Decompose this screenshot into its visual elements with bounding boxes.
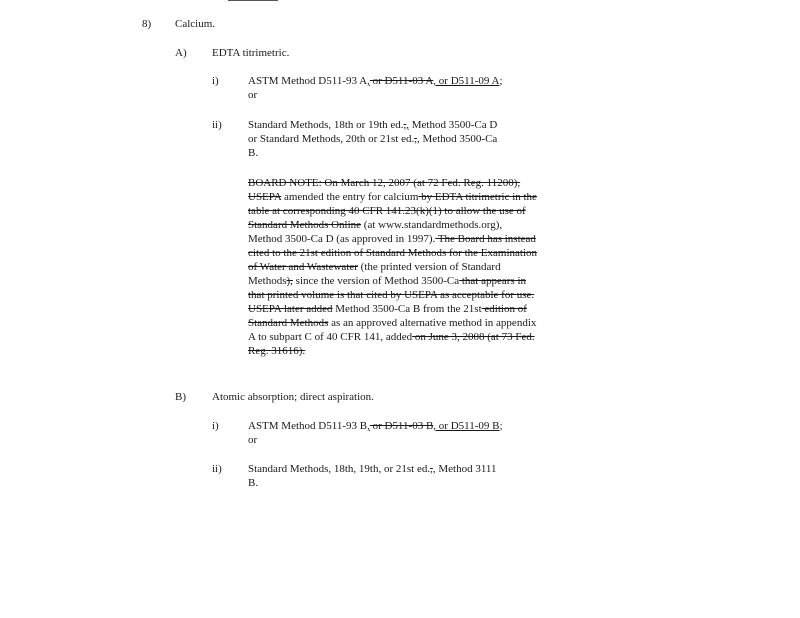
clause-text-a-i — [248, 74, 538, 102]
board-note-paragraph — [248, 176, 538, 358]
clause-label-a-ii: ii) — [212, 119, 222, 131]
struck-text: or D511-03 A — [369, 75, 434, 87]
struck-text: BOARD NOTE: On March 12, 2007 (at 72 Fed. Reg. 11200), USEPA — [248, 177, 521, 203]
inserted-text: , or D511-09 B — [433, 420, 500, 432]
subitem-label-a: A) — [175, 47, 187, 59]
struck-text: edition of Standard Methods — [248, 303, 527, 329]
subitem-title-edta: EDTA titrimetric. — [212, 47, 290, 59]
subitem-title-atomic-absorption: Atomic absorption; direct aspiration. — [212, 391, 374, 403]
method-text: Method 3500-Ca D — [409, 119, 498, 131]
note-text: Method 3500-Ca B from the 21st — [332, 303, 482, 315]
standard-methods-text: Standard Methods, 18th or 19th ed. — [248, 119, 404, 131]
inserted-comma: , — [367, 75, 370, 87]
subitem-label-b: B) — [175, 391, 186, 403]
board-note — [248, 176, 538, 358]
note-text: amended the entry for calcium — [281, 191, 419, 203]
note-text: since the version of Method 3500-Ca — [292, 275, 460, 287]
item-title-calcium: Calcium. — [175, 18, 216, 30]
top-rule — [228, 0, 278, 1]
item-number-8: 8) — [142, 18, 152, 30]
struck-text: The Board has instead cited to the 21st edition of Standard Methods for the Examination of Water and Wastewater — [248, 233, 537, 273]
struck-text: that appears in that printed volume is that cited by USEPA as acceptable for use. USEPA later added — [248, 275, 535, 315]
struck-text: ), — [286, 275, 293, 287]
clause-label-a-i: i) — [212, 75, 219, 87]
method-suffix: B. — [248, 477, 259, 489]
note-text: (the printed version of Standard Methods — [248, 261, 501, 287]
method-text: , Method 3111 — [432, 463, 497, 475]
struck-text: by EDTA titrimetric in the table at corresponding 40 CFR 141.23(k)(1) to allow the use of Standard Methods Online — [248, 191, 537, 231]
clause-label-b-ii: ii) — [212, 463, 222, 475]
inserted-comma: , — [367, 420, 370, 432]
standard-methods-text: Standard Methods, 18th, 19th, or 21st ed. — [248, 463, 431, 475]
method-suffix: B. — [248, 147, 259, 159]
struck-comma: , — [430, 463, 433, 475]
astm-method-a: ASTM Method D511-93 A — [248, 75, 368, 87]
conjunction-or: or — [248, 434, 258, 446]
struck-comma: , — [403, 119, 407, 131]
struck-text: on June 3, 2008 (at 73 Fed. Reg. 31616). — [248, 331, 535, 357]
semicolon: ; — [499, 75, 503, 87]
struck-comma-2: , — [414, 133, 417, 145]
conjunction-or: or — [248, 89, 258, 101]
inserted-comma: , — [406, 119, 410, 131]
clause-label-b-i: i) — [212, 420, 219, 432]
standard-methods-text-2: or Standard Methods, 20th or 21st ed. — [248, 133, 415, 145]
semicolon: ; — [499, 420, 503, 432]
clause-text-a-ii — [248, 118, 538, 160]
struck-text: or D511-03 B — [369, 420, 434, 432]
clause-text-b-ii — [248, 462, 538, 490]
method-text-2: , Method 3500-Ca — [416, 133, 498, 145]
astm-method-b: ASTM Method D511-93 B — [248, 420, 368, 432]
note-text: (at www.standardmethods.org), Method 3500-Ca D (as approved in 1997). — [248, 219, 503, 245]
note-text: as an approved alternative method in appendix A to subpart C of 40 CFR 141, added — [248, 317, 537, 343]
inserted-text: , or D511-09 A — [433, 75, 500, 87]
clause-text-b-i — [248, 419, 538, 447]
